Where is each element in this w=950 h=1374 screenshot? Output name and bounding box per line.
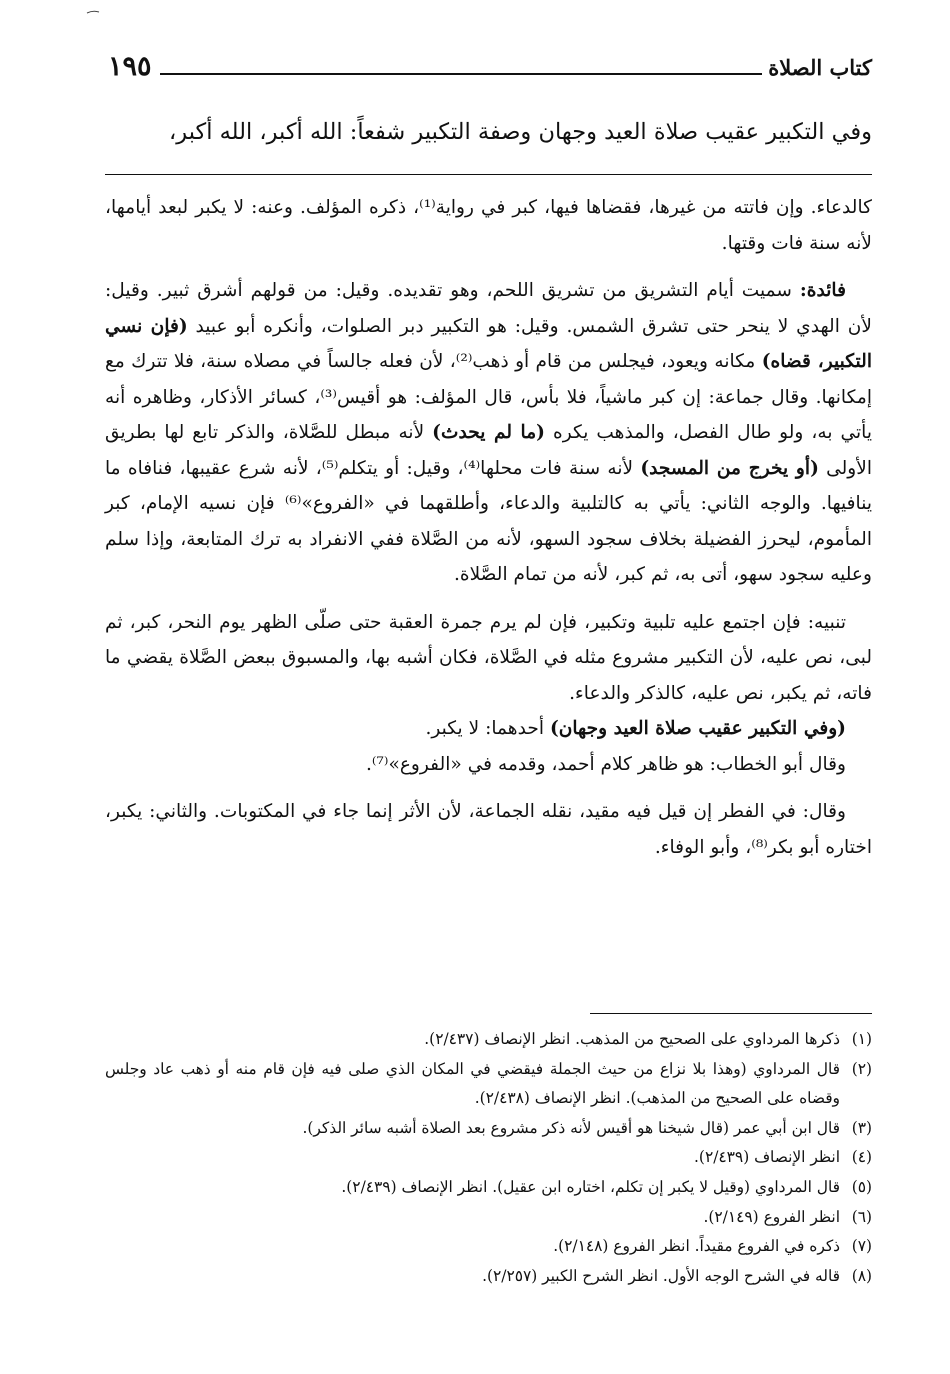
footnote-text: ذكرها المرداوي على الصحيح من المذهب. انظر الإنصاف (٢/٤٣٧). <box>424 1030 840 1048</box>
footnote-6 <box>105 1203 872 1233</box>
chapter-title: كتاب الصلاة <box>768 55 872 80</box>
footnote-number: (٥) <box>851 1177 872 1196</box>
footnote-1 <box>105 1025 872 1055</box>
footnote-number: (٢) <box>851 1059 872 1078</box>
footnote-7 <box>105 1232 872 1262</box>
footnote-number: (٤) <box>851 1148 872 1167</box>
footnote-text: قال ابن أبي عمر (قال شيخنا هو أقيس لأنه ذكر مشروع بعد الصلاة أشبه سائر الذكر). <box>302 1118 840 1137</box>
footnote-divider <box>590 1013 872 1014</box>
faida-quote-3: (أو يخرج من المسجد) <box>640 457 819 479</box>
footnote-5 <box>105 1173 872 1203</box>
paragraph-eid <box>105 711 872 747</box>
footnote-text: قاله في الشرح الوجه الأول. انظر الشرح الكبير (٢/٢٥٧). <box>482 1266 840 1285</box>
eid-text: أحدهما: لا يكبر. <box>425 718 550 739</box>
footnote-8 <box>105 1262 872 1292</box>
footnote-text: ذكره في الفروع مقيداً. انظر الفروع (٢/١٤٨). <box>553 1237 840 1256</box>
footnote-text: انظر الفروع (٢/١٤٩). <box>703 1207 840 1226</box>
footnote-number: (٨) <box>851 1266 872 1285</box>
footnote-text: انظر الإنصاف (٢/٤٣٩). <box>694 1148 840 1167</box>
matn-divider <box>105 174 872 175</box>
footnote-number: (٣) <box>851 1118 872 1137</box>
faida-text-g: لأنه سنة فات محلها⁽⁴⁾، وقيل: أو يتكلم⁽⁵⁾، لأنه شرع عقيبها، فنافاه ما ينافيها. والوجه الثاني: يأتي به كالتلبية والدعاء، وأطلقهما في «الفروع»⁽⁶⁾ فإن نسيه الإمام، كبر المأموم، ليحرز الفضيلة بخلاف سجود السهو، لأنه من الصَّلاة ففي الانفراد به ترك المتابعة، وإذا سلم وعليه سجود سهو، أتى به، ثم كبر، لأنه من تمام الصَّلاة. <box>105 457 872 585</box>
faida-quote-2: (ما لم يحدث) <box>432 422 545 443</box>
paragraph-1: كالدعاء. وإن فاتته من غيرها، فقضاها فيها، كبر في رواية⁽¹⁾، ذكره المؤلف. وعنه: لا يكبر لبعد أيامها، لأنه سنة فات وقتها. <box>105 197 872 254</box>
footnote-text: قال المرداوي (وهذا بلا نزاع من حيث الجملة فيقضي في المكان الذي صلى فيه فإن قام منه أو ذهب عاد وجلس وقضاه على الصحيح من المذهب). انظر الإنصاف (٢/٤٣٨). <box>105 1059 840 1108</box>
eid-quote: (وفي التكبير عقيب صلاة العيد وجهان) <box>549 718 846 739</box>
footnote-number: (٦) <box>851 1207 872 1226</box>
paragraph-fitr: وقال: في الفطر إن قيل فيه مقيد، نقله الجماعة، لأن الأثر إنما جاء في المكتوبات. والثاني: يكبر، اختاره أبو بكر⁽⁸⁾، وأبو الوفاء. <box>105 801 872 858</box>
page-mark <box>86 10 100 14</box>
footnote-4 <box>105 1143 872 1173</box>
faida-text-e: لأنه مبطل للصَّلاة، والذكر تابع لها بطريق الأولى <box>105 422 872 479</box>
footnote-2 <box>105 1055 872 1114</box>
header-rule <box>160 73 762 75</box>
faida-text-a: سميت أيام التشريق من تشريق اللحم، وهو تقديده. وقيل: من قولهم أشرق ثبير. وقيل: لأن الهدي لا ينحر حتى تشرق الشمس. وقيل: هو التكبير دبر الصلوات، وأنكره أبو عبيد <box>105 280 872 337</box>
page-header <box>108 51 872 95</box>
footnote-text: قال المرداوي (وقيل لا يكبر إن تكلم، اختاره ابن عقيل). انظر الإنصاف (٢/٤٣٩). <box>341 1177 840 1196</box>
footnote-3 <box>105 1114 872 1144</box>
paragraph-abu-khattab: وقال أبو الخطاب: هو ظاهر كلام أحمد، وقدمه في «الفروع»⁽⁷⁾. <box>365 753 846 775</box>
footnotes <box>105 1025 872 1291</box>
faida-label: فائدة: <box>799 280 846 301</box>
commentary-body <box>105 190 872 865</box>
faida-quote-1: (فإن نسي التكبير، قضاه) <box>105 315 872 372</box>
paragraph-faida <box>105 273 872 593</box>
matn-text: وفي التكبير عقيب صلاة العيد وجهان وصفة التكبير شفعاً: الله أكبر، الله أكبر، <box>169 119 872 145</box>
faida-text-c: مكانه ويعود، فيجلس من قام أو ذهب⁽²⁾، لأن فعله جالساً في مصلاه سنة، فلا تترك مع إمكانها. وقال جماعة: إن كبر ماشياً، فلا بأس، قال المؤلف: هو أقيس⁽³⁾، كسائر الأذكار، وظاهره أنه يأتي به، ولو طال الفصل، والمذهب يكره <box>105 351 872 443</box>
footnote-number: (١) <box>851 1030 872 1048</box>
footnote-number: (٧) <box>851 1237 872 1256</box>
page-number: ١٩٥ <box>108 51 152 82</box>
paragraph-tanbih: تنبيه: فإن اجتمع عليه تلبية وتكبير، فإن لم يرم جمرة العقبة حتى صلّى الظهر يوم النحر، كبر، ثم لبى، نص عليه، لأن التكبير مشروع مثله في الصَّلاة، فكان أشبه بها، والمسبوق ببعض الصَّلاة يقضي ما فاته، ثم يكبر، نص عليه، كالذكر والدعاء. <box>105 611 872 704</box>
